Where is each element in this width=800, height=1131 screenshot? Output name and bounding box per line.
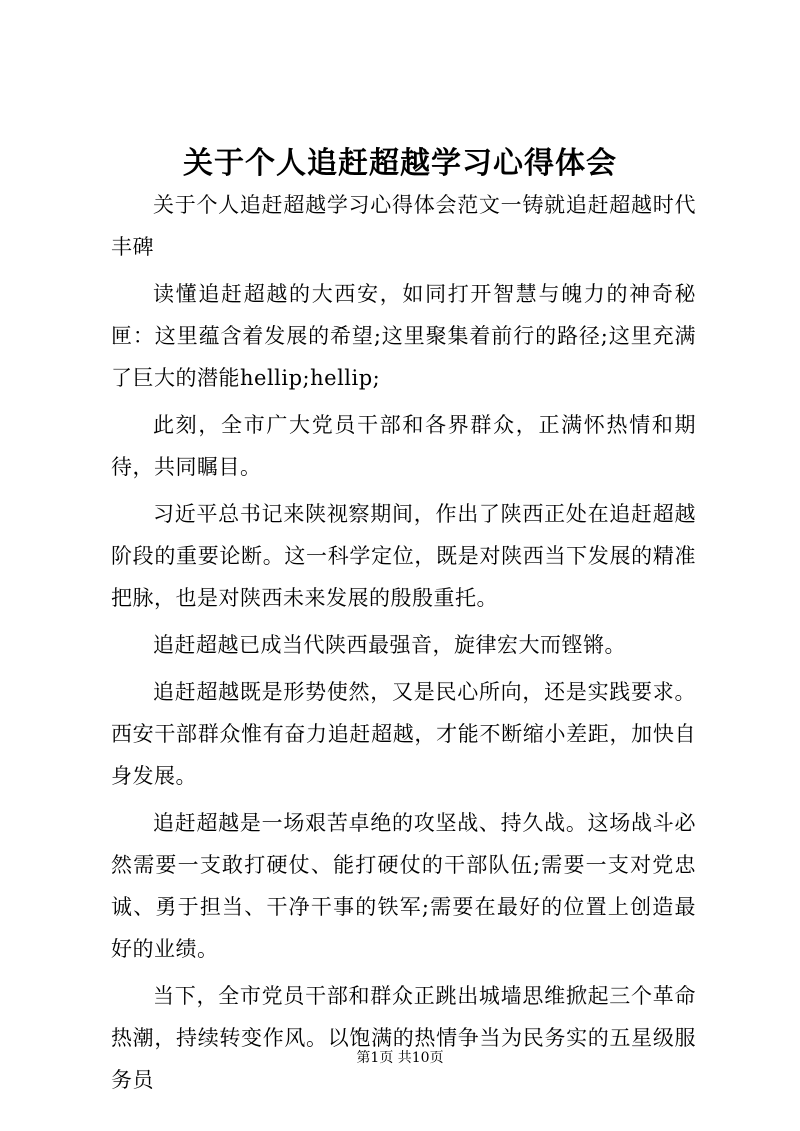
paragraph: 追赶超越既是形势使然，又是民心所向，还是实践要求。西安干部群众惟有奋力追赶超越，才能不断缩小差距，加快自身发展。 xyxy=(111,680,696,788)
paragraph: 关于个人追赶超越学习心得体会范文一铸就追赶超越时代丰碑 xyxy=(111,193,696,259)
paragraph: 此刻，全市广大党员干部和各界群众，正满怀热情和期待，共同瞩目。 xyxy=(111,413,696,479)
paragraph: 当下，全市党员干部和群众正跳出城墙思维掀起三个革命热潮，持续转变作风。以饱满的热情争当为民务实的五星级服务员 xyxy=(111,984,696,1092)
paragraph: 习近平总书记来陕视察期间，作出了陕西正处在追赶超越阶段的重要论断。这一科学定位，既是对陕西当下发展的精准把脉，也是对陕西未来发展的殷殷重托。 xyxy=(111,502,696,610)
document-body xyxy=(111,184,696,1101)
paragraph: 追赶超越已成当代陕西最强音，旋律宏大而铿锵。 xyxy=(153,633,626,657)
paragraph: 读懂追赶超越的大西安，如同打开智慧与魄力的神奇秘匣：这里蕴含着发展的希望;这里聚集着前行的路径;这里充满了巨大的潜能hellip;hellip; xyxy=(111,282,696,390)
page-number-footer: 第1页 共10页 xyxy=(356,1050,444,1066)
paragraph: 追赶超越是一场艰苦卓绝的攻坚战、持久战。这场战斗必然需要一支敢打硬仗、能打硬仗的干部队伍;需要一支对党忠诚、勇于担当、干净干事的铁军;需要在最好的位置上创造最好的业绩。 xyxy=(111,811,696,961)
document-title: 关于个人追赶超越学习心得体会 xyxy=(183,146,617,181)
